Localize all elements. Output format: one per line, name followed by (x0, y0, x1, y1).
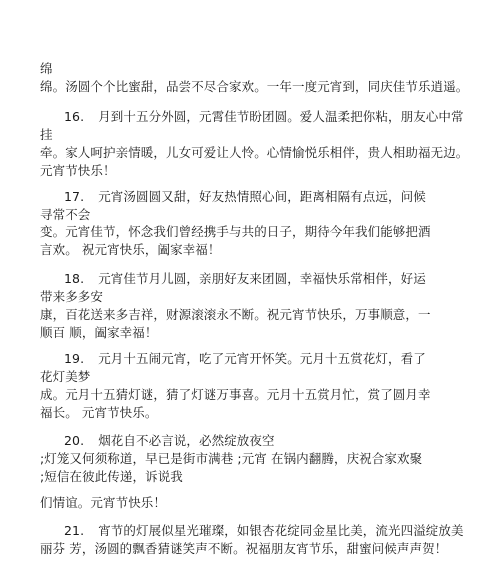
text-line: 21. 宵节的灯展似星光璀璨，如银杏花绽同金星比美，流光四溢绽放美 (64, 523, 464, 538)
text-line: ;灯笼又何须称道，早已是街市满巷 ;元宵 在锅内翻腾，庆祝合家欢聚 (40, 451, 423, 466)
text-line: 17. 元宵汤圆圆又甜，好友热情照心间，距离相隔有点远，问候 (64, 189, 426, 204)
item-number: 17. (64, 189, 85, 204)
item-number: 19. (64, 351, 85, 366)
text-line: 丽芬 芳，汤圆的飘香猜谜笑声不断。祝福朋友宵节乐，甜蜜问候声声贺！ (40, 541, 448, 556)
text-line: 20. 烟花自不必言说，必然绽放夜空 (64, 433, 275, 448)
text-line: 绵 (40, 61, 53, 76)
text-line: ;短信在彼此传递，诉说我 (40, 469, 183, 484)
item-number: 16. (64, 109, 85, 124)
item-number: 21. (64, 523, 85, 538)
text-line: 16. 月到十五分外圆，元霄佳节盼团圆。爱人温柔把你粘，朋友心中常 (64, 109, 464, 124)
text-line: 成。元月十五猜灯谜，猜了灯谜万事喜。元月十五赏月忙，赏了圆月幸 (40, 387, 431, 402)
text-line: 18. 元宵佳节月儿圆，亲朋好友来团圆，幸福快乐常相伴，好运 (64, 271, 426, 286)
text-line: 元宵节快乐！ (40, 163, 116, 178)
text-line: 福长。 元宵节快乐。 (40, 405, 158, 420)
text-line: 们情谊。元宵节快乐！ (40, 495, 167, 510)
text-line: 康，百花送来多吉祥，财源滚滚永不断。祝元宵节快乐，万事顺意，一 (40, 307, 431, 322)
text-line: 牵。家人呵护亲情暖，儿女可爱让人怜。心情愉悦乐相伴，贵人相助福无边。 (40, 145, 469, 160)
text-line: 挂 (40, 127, 53, 142)
text-line: 带来多多安 (40, 289, 104, 304)
item-number: 18. (64, 271, 85, 286)
text-line: 花灯美梦 (40, 369, 91, 384)
item-number: 20. (64, 433, 85, 448)
text-line: 绵。汤圆个个比蜜甜，品尝不尽合家欢。一年一度元宵到，同庆佳节乐逍遥。 (40, 79, 469, 94)
text-line: 变。元宵佳节，怀念我们曾经携手与共的日子，期待今年我们能够把酒 (40, 224, 431, 239)
text-line: 19. 元月十五闹元宵，吃了元宵开怀笑。元月十五赏花灯，看了 (64, 351, 426, 366)
text-line: 言欢。 祝元宵快乐，阖家幸福！ (40, 242, 221, 257)
text-line: 顺百 顺，阖家幸福！ (40, 325, 158, 340)
text-line: 寻常不会 (40, 207, 91, 222)
